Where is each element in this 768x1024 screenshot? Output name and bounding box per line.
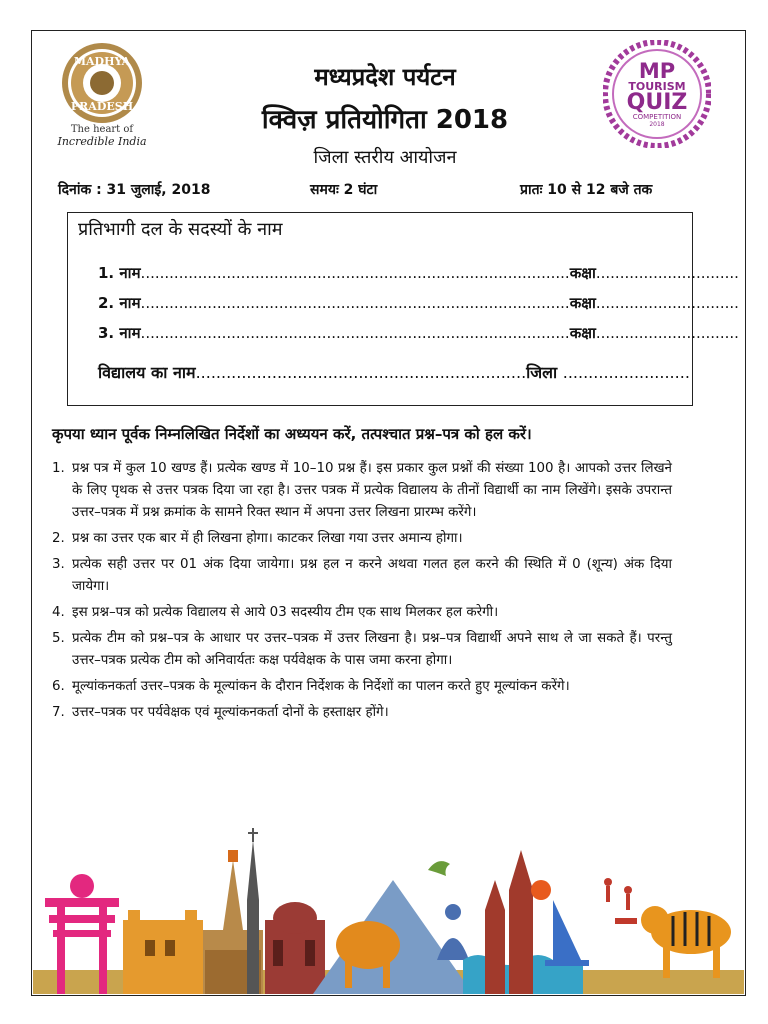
list-item: 3. प्रत्येक सही उत्तर पर 01 अंक दिया जायेगा। प्रश्न हल न करने अथवा गलत हल करने की स्थिति में 0 (शून्य) अंक दिया जायेगा। <box>52 557 672 594</box>
quiz-logo-competition: COMPETITION <box>632 112 682 121</box>
tomb-icon <box>265 902 325 994</box>
tourism-monuments-illustration <box>33 820 744 994</box>
tiger-icon <box>641 906 731 978</box>
page-title: मध्यप्रदेश पर्यटन <box>314 63 456 91</box>
exam-time: प्रातः 10 से 12 बजे तक <box>520 182 653 198</box>
logo-tagline-1: The heart of <box>70 124 134 135</box>
spire-icon <box>247 828 259 994</box>
participant-name-label: 3. नाम <box>98 324 141 342</box>
quiz-logo-quiz: QUIZ <box>626 89 688 115</box>
madhya-pradesh-emblem-icon <box>54 40 150 126</box>
school-row[interactable] <box>98 361 690 383</box>
participants-box <box>67 212 739 406</box>
svg-text:MADHYA: MADHYA <box>73 55 131 68</box>
instructions-list <box>52 458 672 728</box>
mp-tourism-logo <box>46 40 158 150</box>
list-item: 2. प्रश्न का उत्तर एक बार में ही लिखना होगा। काटकर लिखा गया उत्तर अमान्य होगा। <box>52 531 463 546</box>
quiz-logo-year: 2018 <box>649 120 665 128</box>
exam-date: दिनांक : 31 जुलाई, 2018 <box>58 182 211 198</box>
participant-row-1[interactable] <box>98 263 739 283</box>
participant-name-blank: .......................................................................................... <box>140 294 570 312</box>
participant-row-2[interactable] <box>98 293 739 313</box>
fort-icon <box>123 910 203 994</box>
participant-class-blank: .............................. <box>595 324 739 342</box>
participant-name-label: 1. नाम <box>98 264 141 282</box>
participant-name-label: 2. नाम <box>98 294 141 312</box>
bird-icon <box>428 861 450 876</box>
list-item: 6. मूल्यांकनकर्ता उत्तर–पत्रक के मूल्यांकन के दौरान निर्देशक के निर्देशों का पालन करते हुए मूल्यांकन करेंगे। <box>52 679 570 694</box>
participant-name-blank: .......................................................................................... <box>140 264 570 282</box>
svg-text:PRADESH: PRADESH <box>70 100 134 113</box>
school-name-blank: ................................................................. <box>195 363 527 382</box>
mp-tourism-quiz-logo <box>603 40 711 148</box>
participant-class-label: कक्षा <box>569 294 596 312</box>
sun-icon <box>531 880 551 900</box>
rock-art-icon <box>604 878 637 924</box>
sailboat-icon <box>545 900 589 966</box>
participant-class-blank: .............................. <box>595 264 739 282</box>
page-title-quiz: क्विज़ प्रतियोगिता 2018 <box>261 105 509 135</box>
list-item: 5. प्रत्येक टीम को प्रश्न–पत्र के आधार पर उत्तर–पत्रक में उत्तर लिखना है। प्रश्न–पत्र विद्यार्थी अपने साथ ले जा सकते हैं। परन्तु उत्तर–पत्रक प्रत्येक टीम को अनिवार्यतः कक्ष पर्यवेक्षक के पास जमा करना होगा। <box>52 631 672 668</box>
logo-tagline-2: Incredible India <box>57 135 147 148</box>
school-name-label: विद्यालय का नाम <box>98 363 196 382</box>
participant-class-blank: .............................. <box>595 294 739 312</box>
instructions-lead: कृपया ध्यान पूर्वक निम्नलिखित निर्देशों का अध्ययन करें, तत्पश्चात प्रश्न–पत्र को हल करें। <box>52 425 532 443</box>
participant-row-3[interactable] <box>98 323 739 343</box>
list-item: 1. प्रश्न पत्र में कुल 10 खण्ड हैं। प्रत्येक खण्ड में 10–10 प्रश्न हैं। इस प्रकार कुल प्रश्नों की संख्या 100 है। आपको उत्तर लिखने के लिए पृथक से उत्तर पत्रक दिया जा रहा है। उत्तर पत्रक में प्रत्येक विद्यालय के तीनों विद्यार्थी का नाम लिखेंगे। इसके उपरान्त उत्तर–पत्रक में प्रश्न क्रमांक के सामने रिक्त स्थान में अपना उत्तर लिखना प्रारम्भ करेंगे। <box>52 461 672 520</box>
participant-class-label: कक्षा <box>569 264 596 282</box>
participant-class-label: कक्षा <box>569 324 596 342</box>
temple-towers-icon <box>485 850 533 994</box>
page-subtitle: जिला स्तरीय आयोजन <box>313 147 457 168</box>
exam-duration: समयः 2 घंटा <box>310 182 378 198</box>
district-blank: ......................... <box>562 363 690 382</box>
list-item: 7. उत्तर–पत्रक पर पर्यवेक्षक एवं मूल्यांकनकर्ता दोनों के हस्ताक्षर होंगे। <box>52 705 389 720</box>
quiz-logo-mp: MP <box>638 58 676 83</box>
participants-heading: प्रतिभागी दल के सदस्यों के नाम <box>78 219 283 240</box>
participant-name-blank: .......................................................................................... <box>140 324 570 342</box>
district-label: जिला <box>526 363 558 382</box>
quiz-logo-tourism: TOURISM <box>628 79 686 93</box>
meditation-figure-icon <box>437 904 469 960</box>
list-item: 4. इस प्रश्न–पत्र को प्रत्येक विद्यालय से आये 03 सदस्यीय टीम एक साथ मिलकर हल करेगी। <box>52 605 499 620</box>
